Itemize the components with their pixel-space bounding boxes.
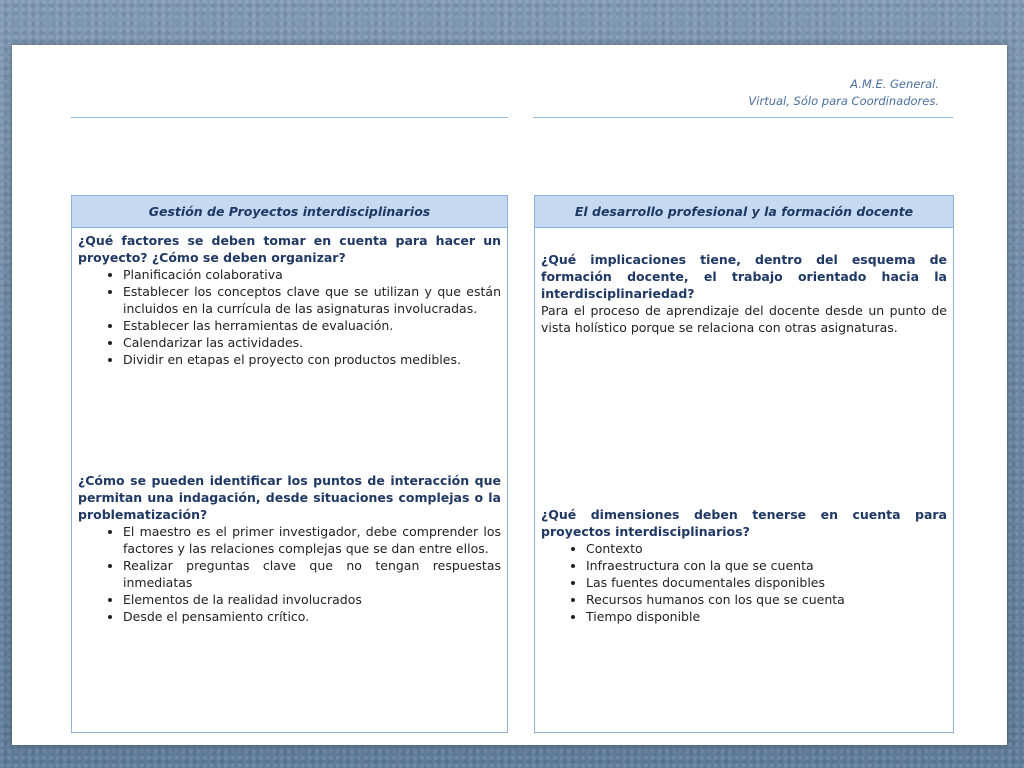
slide: [12, 45, 1007, 745]
list-item: • Contexto: [586, 540, 947, 557]
header-line-1: A.M.E. General.: [850, 77, 939, 91]
answer-list: [78, 523, 501, 625]
question-block-2: [78, 472, 501, 625]
list-item: • Establecer los conceptos clave que se utilizan y que están incluidos en la currícula de las asignaturas involucradas.: [123, 283, 501, 317]
list-item: • Infraestructura con la que se cuenta: [586, 557, 947, 574]
list-item: • Planificación colaborativa: [123, 266, 501, 283]
panel-title: Gestión de Proyectos interdisciplinarios: [72, 196, 507, 228]
list-item: • Las fuentes documentales disponibles: [586, 574, 947, 591]
question-block-1: [541, 251, 947, 336]
question-text: ¿Qué dimensiones deben tenerse en cuenta para proyectos interdisciplinarios?: [541, 507, 947, 539]
answer-list: [541, 540, 947, 625]
slide-header: [748, 76, 939, 110]
list-item: • Dividir en etapas el proyecto con productos medibles.: [123, 351, 501, 368]
list-item: • El maestro es el primer investigador, debe comprender los factores y las relaciones complejas que se dan entre ellos.: [123, 523, 501, 557]
list-item: • Tiempo disponible: [586, 608, 947, 625]
panel-title: El desarrollo profesional y la formación docente: [535, 196, 953, 228]
list-item: • Calendarizar las actividades.: [123, 334, 501, 351]
list-item: • Elementos de la realidad involucrados: [123, 591, 501, 608]
list-item: • Recursos humanos con los que se cuenta: [586, 591, 947, 608]
panel-professional-development: [534, 195, 954, 733]
header-divider-right: [533, 117, 953, 118]
list-item: • Realizar preguntas clave que no tengan respuestas inmediatas: [123, 557, 501, 591]
question-text: ¿Qué factores se deben tomar en cuenta para hacer un proyecto? ¿Cómo se deben organizar?: [78, 233, 501, 265]
question-text: ¿Qué implicaciones tiene, dentro del esquema de formación docente, el trabajo orientado hacia la interdisciplinariedad?: [541, 252, 947, 301]
panel-project-management: [71, 195, 508, 733]
question-block-2: [541, 506, 947, 625]
list-item: • Establecer las herramientas de evaluación.: [123, 317, 501, 334]
list-item: • Desde el pensamiento crítico.: [123, 608, 501, 625]
header-line-2: Virtual, Sólo para Coordinadores.: [748, 94, 939, 108]
question-block-1: [78, 232, 501, 368]
header-divider-left: [71, 117, 508, 118]
answer-text: Para el proceso de aprendizaje del docente desde un punto de vista holístico porque se relaciona con otras asignaturas.: [541, 303, 947, 335]
answer-list: [78, 266, 501, 368]
question-text: ¿Cómo se pueden identificar los puntos de interacción que permitan una indagación, desde situaciones complejas o la problematización?: [78, 473, 501, 522]
